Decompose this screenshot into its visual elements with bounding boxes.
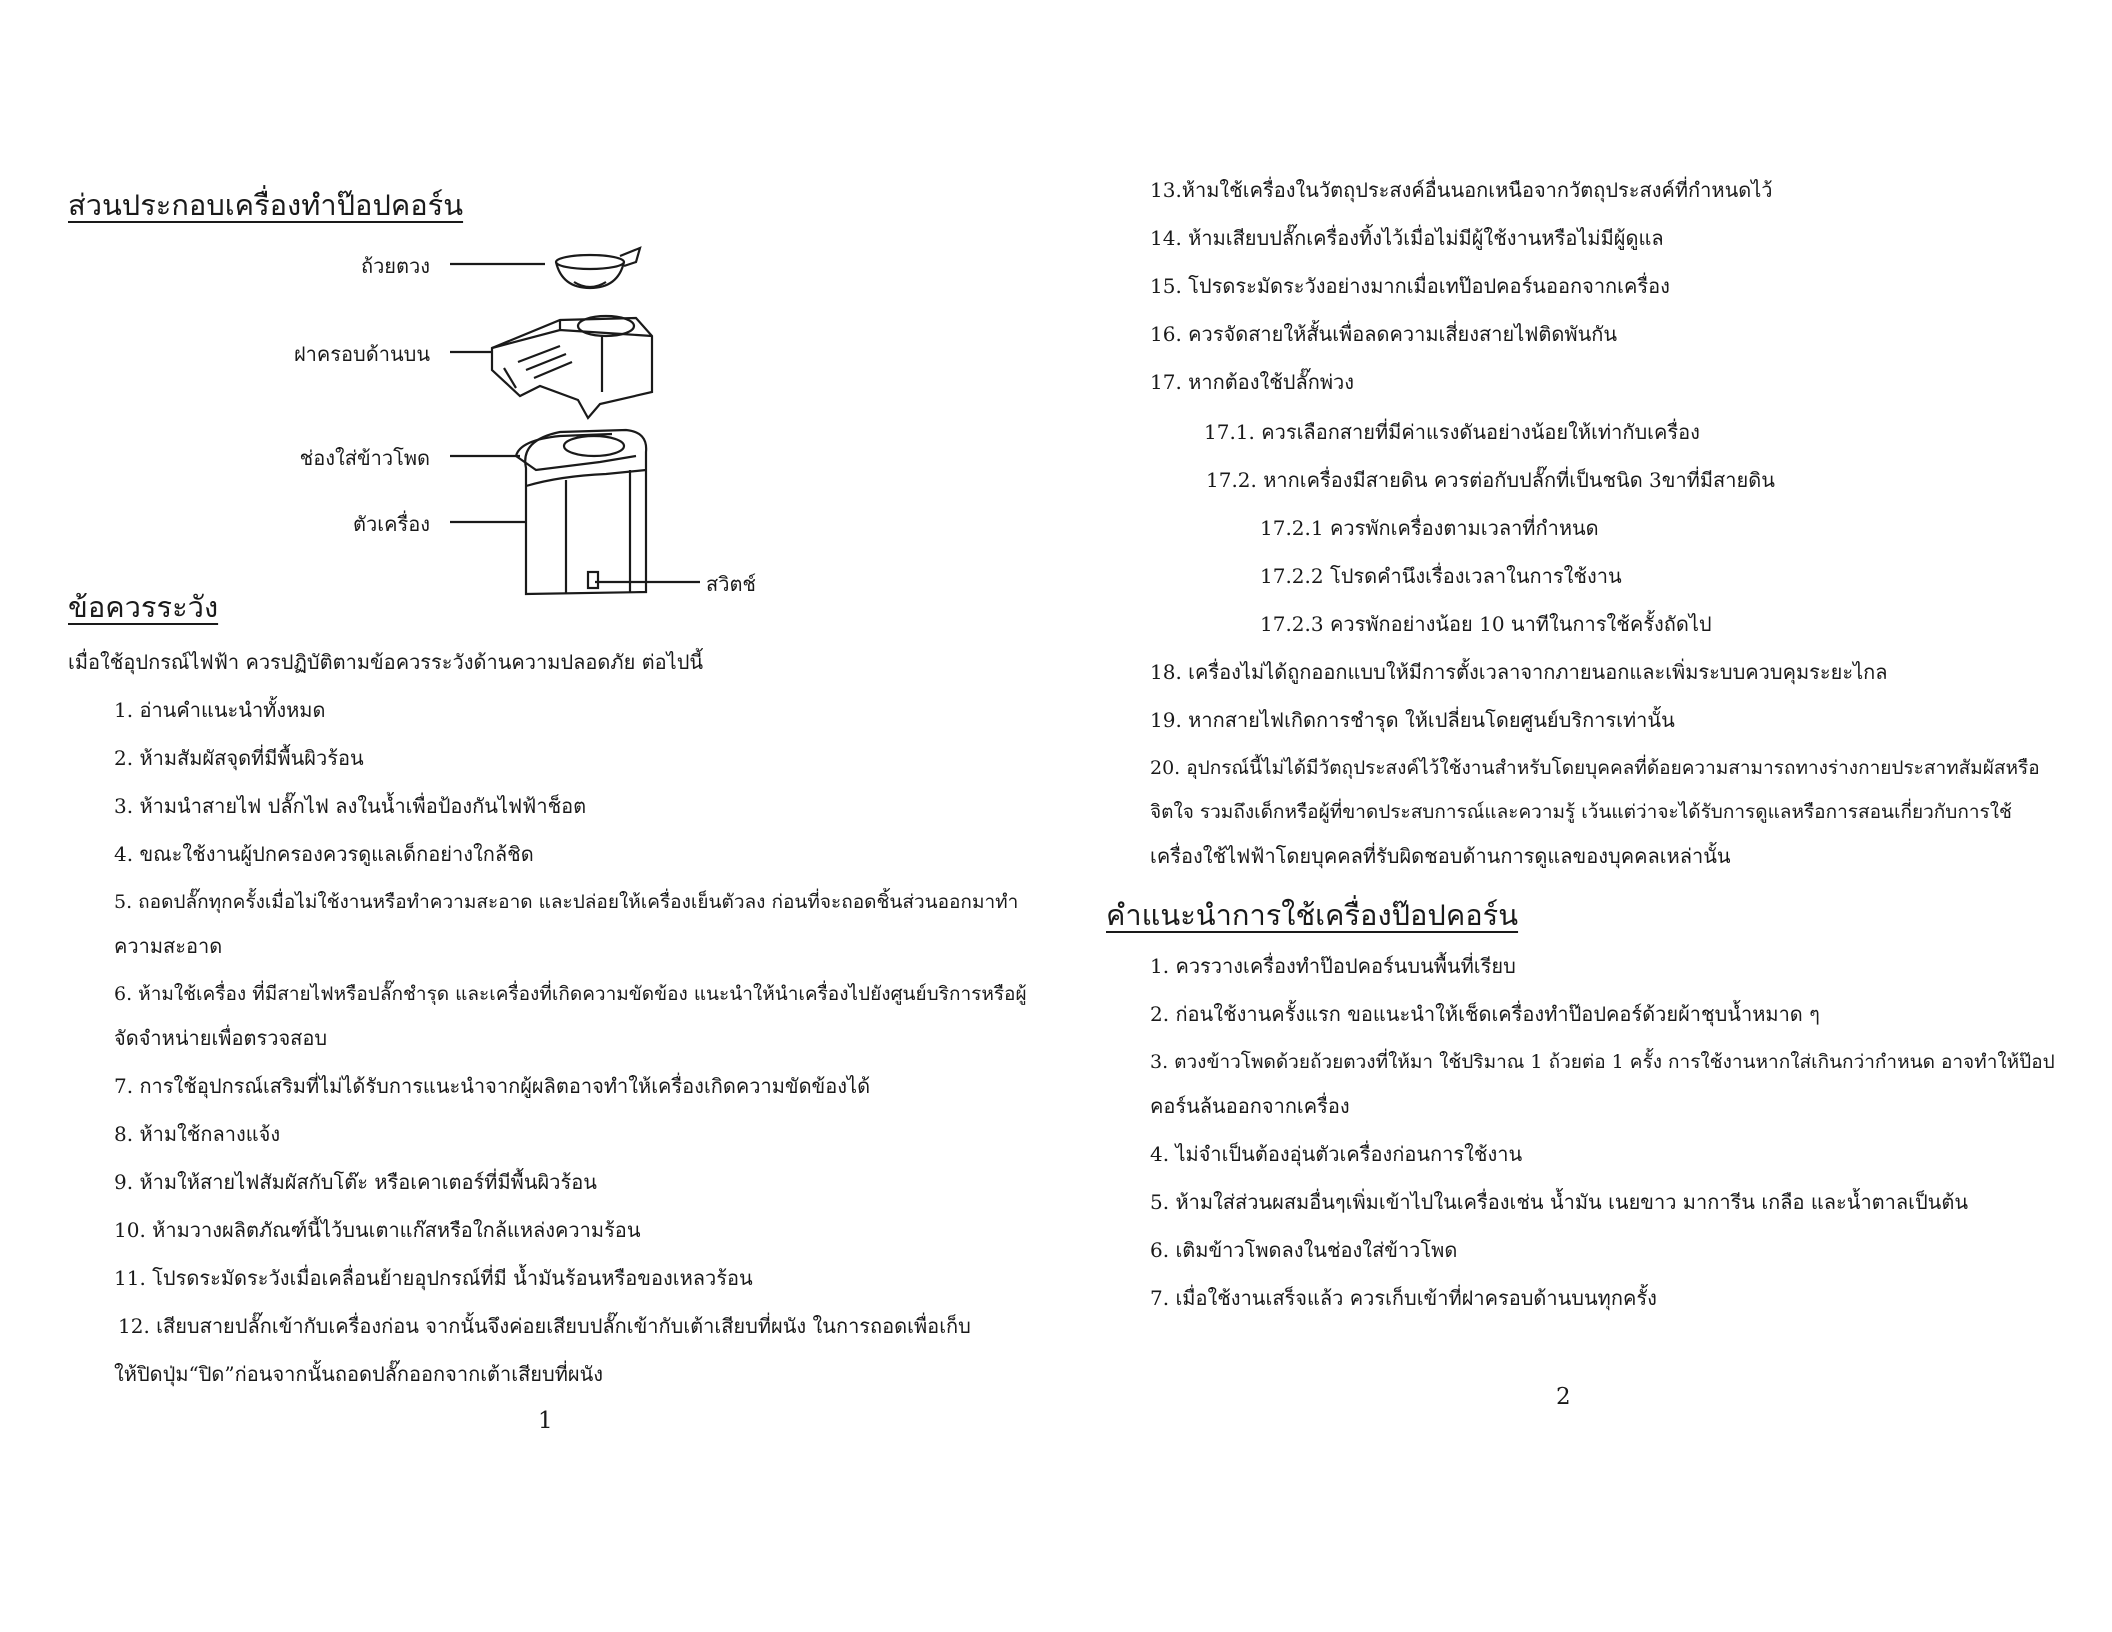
page-number: 2: [1556, 1384, 1571, 1410]
safety-line: 14. ห้ามเสียบปลั๊กเครื่องทิ้งไว้เมื่อไม่มีผู้ใช้งานหรือไม่มีผู้ดูแล: [1150, 226, 1664, 250]
safety-line: เครื่องใช้ไฟฟ้าโดยบุคคลที่รับผิดชอบด้านการดูแลของบุคคลเหล่านั้น: [1150, 844, 1731, 868]
safety-line: จิตใจ รวมถึงเด็กหรือผู้ที่ขาดประสบการณ์และความรู้ เว้นแต่ว่าจะได้รับการดูแลหรือการสอนเกี่ยวกับการใช้: [1150, 801, 2012, 823]
safety-line: 18. เครื่องไม่ได้ถูกออกแบบให้มีการตั้งเวลาจากภายนอกและเพิ่มระบบควบคุมระยะไกล: [1150, 660, 1888, 684]
main-body-drawing: [516, 430, 646, 594]
safety-line: 17.2.2 โปรดคำนึงเรื่องเวลาในการใช้งาน: [1260, 564, 1622, 588]
measuring-cup-drawing: [556, 248, 640, 288]
safety-line: 15. โปรดระมัดระวังอย่างมากเมื่อเทป๊อปคอร์นออกจากเครื่อง: [1150, 274, 1670, 298]
page-right: [1056, 0, 2112, 1632]
safety-line: 17.2.1 ควรพักเครื่องตามเวลาที่กำหนด: [1260, 516, 1599, 540]
safety-line: 11. โปรดระมัดระวังเมื่อเคลื่อนย้ายอุปกรณ์ที่มี น้ำมันร้อนหรือของเหลวร้อน: [114, 1266, 753, 1290]
page-number: 1: [538, 1408, 553, 1434]
safety-intro: เมื่อใช้อุปกรณ์ไฟฟ้า ควรปฏิบัติตามข้อควรระวังด้านความปลอดภัย ต่อไปนี้: [68, 650, 704, 674]
popcorn-maker-diagram: [0, 0, 1056, 620]
safety-line: 1. อ่านคำแนะนำทั้งหมด: [114, 698, 326, 722]
usage-line: 5. ห้ามใส่ส่วนผสมอื่นๆเพิ่มเข้าไปในเครื่องเช่น น้ำมัน เนยขาว มาการีน เกลือ และน้ำตาลเป็นต้น: [1150, 1190, 1969, 1214]
safety-line: 20. อุปกรณ์นี้ไม่ได้มีวัตถุประสงค์ไว้ใช้งานสำหรับโดยบุคคลที่ด้อยความสามารถทางร่างกายประสาทสัมผัสหรือ: [1150, 757, 2040, 779]
safety-line: 7. การใช้อุปกรณ์เสริมที่ไม่ได้รับการแนะนำจากผู้ผลิตอาจทำให้เครื่องเกิดความขัดข้องได้: [114, 1074, 871, 1098]
usage-heading: คำแนะนำการใช้เครื่องป๊อปคอร์น: [1106, 898, 1519, 932]
safety-line: 19. หากสายไฟเกิดการชำรุด ให้เปลี่ยนโดยศูนย์บริการเท่านั้น: [1150, 708, 1675, 732]
usage-line: 7. เมื่อใช้งานเสร็จแล้ว ควรเก็บเข้าที่ฝาครอบด้านบนทุกครั้ง: [1150, 1286, 1657, 1310]
part-label-body: ตัวเครื่อง: [353, 512, 430, 536]
top-cover-drawing: [492, 316, 652, 418]
safety-line: 12. เสียบสายปลั๊กเข้ากับเครื่องก่อน จากนั้นจึงค่อยเสียบปลั๊กเข้ากับเต้าเสียบที่ผนัง ในการถอดเพื่อเก็บ: [118, 1314, 971, 1338]
safety-line: 10. ห้ามวางผลิตภัณฑ์นี้ไว้บนเตาแก๊สหรือใกล้แหล่งความร้อน: [114, 1218, 641, 1242]
usage-line: 6. เติมข้าวโพดลงในช่องใส่ข้าวโพด: [1150, 1238, 1458, 1262]
safety-line: 4. ขณะใช้งานผู้ปกครองควรดูแลเด็กอย่างใกล้ชิด: [114, 842, 534, 866]
safety-line: 9. ห้ามให้สายไฟสัมผัสกับโต๊ะ หรือเคาเตอร์ที่มีพื้นผิวร้อน: [114, 1170, 597, 1194]
part-label-top-cover: ฝาครอบด้านบน: [293, 342, 430, 366]
usage-line: คอร์นล้นออกจากเครื่อง: [1150, 1094, 1350, 1118]
parts-heading: ส่วนประกอบเครื่องทำป๊อปคอร์น: [68, 188, 464, 222]
part-label-measuring-cup: ถ้วยตวง: [360, 254, 430, 278]
safety-heading: ข้อควรระวัง: [68, 590, 219, 624]
safety-line: 3. ห้ามนำสายไฟ ปลั๊กไฟ ลงในน้ำเพื่อป้องกันไฟฟ้าช็อต: [114, 794, 587, 818]
usage-line: 2. ก่อนใช้งานครั้งแรก ขอแนะนำให้เช็ดเครื่องทำป๊อปคอร์ด้วยผ้าชุบน้ำหมาด ๆ: [1150, 1002, 1820, 1026]
usage-line: 1. ควรวางเครื่องทำป๊อปคอร์นบนพื้นที่เรียบ: [1150, 954, 1516, 978]
safety-line: 5. ถอดปลั๊กทุกครั้งเมื่อไม่ใช้งานหรือทำความสะอาด และปล่อยให้เครื่องเย็นตัวลง ก่อนที่จะถอดชิ้นส่วนออกมาทำ: [114, 891, 1019, 913]
safety-line: 6. ห้ามใช้เครื่อง ที่มีสายไฟหรือปลั๊กชำรุด และเครื่องที่เกิดความขัดข้อง แนะนำให้นำเครื่องไปยังศูนย์บริการหรือผู้: [114, 983, 1027, 1005]
safety-line: ความสะอาด: [114, 934, 223, 958]
safety-line: 16. ควรจัดสายให้สั้นเพื่อลดความเสี่ยงสายไฟติดพันกัน: [1150, 322, 1618, 346]
safety-line: จัดจำหน่ายเพื่อตรวจสอบ: [114, 1026, 328, 1050]
usage-line: 4. ไม่จำเป็นต้องอุ่นตัวเครื่องก่อนการใช้งาน: [1150, 1142, 1523, 1166]
safety-line: 8. ห้ามใช้กลางแจ้ง: [114, 1122, 281, 1146]
safety-line: 17.2.3 ควรพักอย่างน้อย 10 นาทีในการใช้ครั้งถัดไป: [1260, 612, 1712, 636]
part-label-switch: สวิตช์: [706, 572, 756, 596]
usage-line: 3. ตวงข้าวโพดด้วยถ้วยตวงที่ให้มา ใช้ปริมาณ 1 ถ้วยต่อ 1 ครั้ง การใช้งานหากใส่เกินกว่ากำหนด อาจทำให้ป๊อป: [1150, 1051, 2055, 1073]
part-label-kernel-chute: ช่องใส่ข้าวโพด: [299, 446, 430, 470]
safety-line: 17.1. ควรเลือกสายที่มีค่าแรงดันอย่างน้อยให้เท่ากับเครื่อง: [1204, 420, 1700, 444]
safety-line: 13.ห้ามใช้เครื่องในวัตถุประสงค์อื่นนอกเหนือจากวัตถุประสงค์ที่กำหนดไว้: [1150, 178, 1773, 202]
safety-line: 17. หากต้องใช้ปลั๊กพ่วง: [1150, 370, 1355, 394]
safety-line: 2. ห้ามสัมผัสจุดที่มีพื้นผิวร้อน: [114, 746, 364, 770]
safety-line: 17.2. หากเครื่องมีสายดิน ควรต่อกับปลั๊กที่เป็นชนิด 3ขาที่มีสายดิน: [1206, 468, 1775, 492]
safety-line: ให้ปิดปุ่ม“ปิด”ก่อนจากนั้นถอดปลั๊กออกจากเต้าเสียบที่ผนัง: [114, 1362, 604, 1386]
